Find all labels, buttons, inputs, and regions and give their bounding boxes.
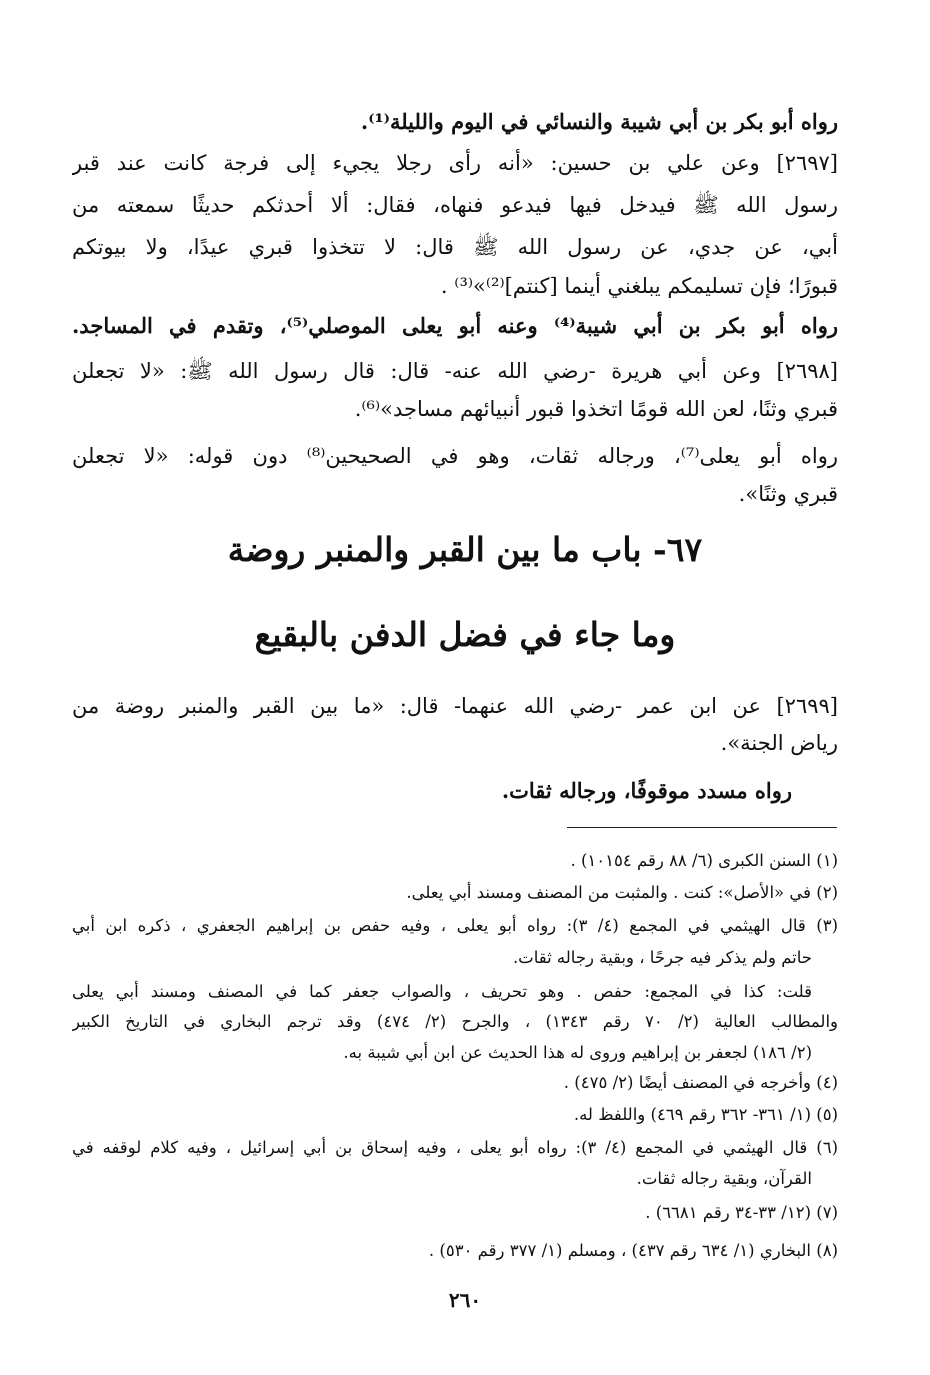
hadith-2697-line: رسول الله ﷺ فيدخل فيها فيدعو فنهاه، فقال: ألا أحدثكم حديثًا سمعته من xyxy=(72,193,838,217)
footnote-line: والمطالب العالية (٢/ ٧٠ رقم ١٣٤٣) ، والجرح (٢/ ٤٧٤) وقد ترجم البخاري في التاريخ الكبير xyxy=(72,1012,838,1031)
chapter-heading: ٦٧- باب ما بين القبر والمنبر روضة xyxy=(227,530,703,569)
page-number: ٢٦٠ xyxy=(448,1288,482,1312)
footnote-line: حاتم ولم يذكر فيه جرحًا ، وبقية رجاله ثقات. xyxy=(512,948,812,967)
footnote-line: (٥) (١/ ٣٦١- ٣٦٢ رقم ٤٦٩) واللفظ له. xyxy=(573,1105,838,1124)
footnote-line: (٤) وأخرجه في المصنف أيضًا (٢/ ٤٧٥) . xyxy=(563,1073,838,1092)
hadith-2698-line: [٢٦٩٨] وعن أبي هريرة -رضي الله عنه- قال: قال رسول الله ﷺ: «لا تجعلن xyxy=(72,359,838,383)
footnote-divider xyxy=(567,827,837,828)
footnote-line: (٧) (١٢/ ٣٣-٣٤ رقم ٦٦٨١) . xyxy=(645,1203,838,1222)
narration-line: رواه أبو يعلى⁽⁷⁾، ورجاله ثقات، وهو في الصحيحين⁽⁸⁾ دون قوله: «لا تجعلن xyxy=(72,444,838,468)
narration-line: قبري وثنًا». xyxy=(738,482,838,506)
footnote-line: (٨) البخاري (١/ ٦٣٤ رقم ٤٣٧) ، ومسلم (١/ ٣٧٧ رقم ٥٣٠) . xyxy=(428,1241,838,1260)
hadith-2699-line: رياض الجنة». xyxy=(720,731,838,755)
footnote-line: (٢/ ١٨٦) لجعفر بن إبراهيم وروى له هذا الحديث عن ابن أبي شيبة به. xyxy=(343,1043,812,1062)
chapter-subheading: وما جاء في فضل الدفن بالبقيع xyxy=(254,615,676,654)
footnote-line: القرآن، وبقية رجاله ثقات. xyxy=(636,1169,812,1188)
footnote-line: قلت: كذا في المجمع: حفص . وهو تحريف ، والصواب جعفر كما في المصنف ومسند أبي يعلى xyxy=(72,982,812,1001)
hadith-2697-line: [٢٦٩٧] وعن علي بن حسين: «أنه رأى رجلا يجيء إلى فرجة كانت عند قبر xyxy=(72,151,838,175)
narration-line: رواه أبو بكر بن أبي شيبة والنسائي في اليوم والليلة⁽¹⁾. xyxy=(360,109,838,134)
footnote-line: (١) السنن الكبرى (٦/ ٨٨ رقم ١٠١٥٤) . xyxy=(570,851,838,870)
footnote-line: (٦) قال الهيثمي في المجمع (٤/ ٣): رواه أبو يعلى ، وفيه إسحاق بن أبي إسرائيل ، وفيه كلام لوقفه في xyxy=(72,1138,838,1157)
narration-line: رواه مسدد موقوفًا، ورجاله ثقات. xyxy=(501,778,792,803)
hadith-2697-line: قبورًا؛ فإن تسليمكم يبلغني أينما [كنتم]⁽²⁾»⁽³⁾ . xyxy=(440,274,838,298)
footnote-line: (٣) قال الهيثمي في المجمع (٤/ ٣): رواه أبو يعلى ، وفيه حفص بن إبراهيم الجعفري ، ذكره ابن أبي xyxy=(72,916,838,935)
footnote-line: (٢) في «الأصل»: كنت . والمثبت من المصنف ومسند أبي يعلى. xyxy=(406,883,838,902)
hadith-2699-line: [٢٦٩٩] عن ابن عمر -رضي الله عنهما- قال: «ما بين القبر والمنبر روضة من xyxy=(72,694,838,718)
hadith-2698-line: قبري وثنًا، لعن الله قومًا اتخذوا قبور أنبيائهم مساجد»⁽⁶⁾. xyxy=(354,397,838,421)
hadith-2697-line: أبي، عن جدي، عن رسول الله ﷺ قال: لا تتخذوا قبري عيدًا، ولا بيوتكم xyxy=(72,235,838,259)
narration-line: رواه أبو بكر بن أبي شيبة⁽⁴⁾ وعنه أبو يعلى الموصلي⁽⁵⁾، وتقدم في المساجد. xyxy=(72,313,838,338)
